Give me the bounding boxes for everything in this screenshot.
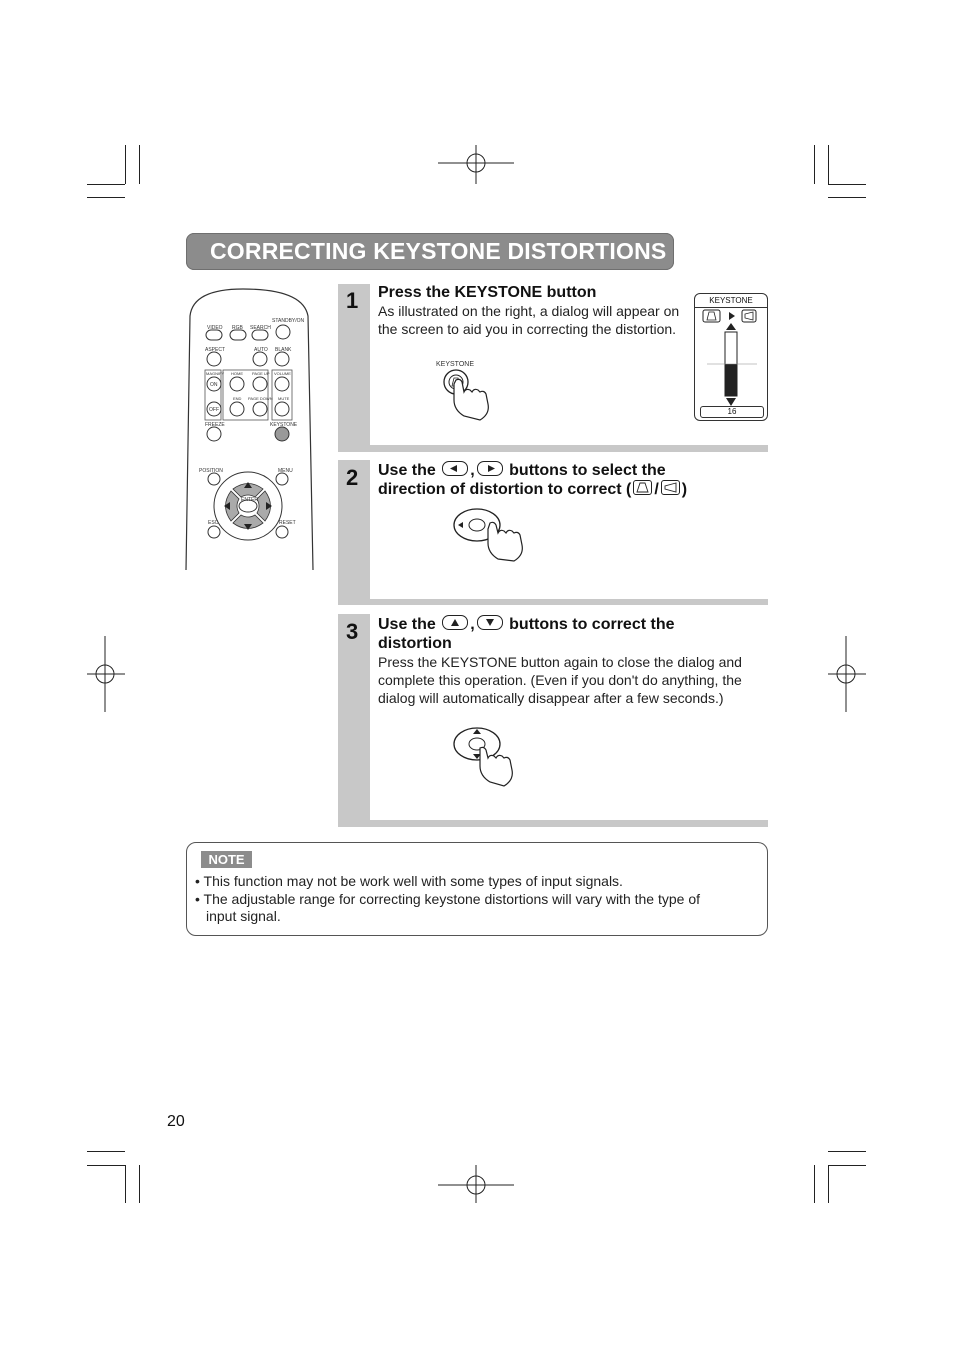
step-1-number: 1 (346, 288, 359, 313)
keystone-dialog (694, 293, 768, 421)
left-right-press-illustration (452, 505, 526, 563)
note-item-1: • This function may not be work well with some types of input signals. (195, 873, 623, 889)
note-label: NOTE (201, 851, 252, 868)
step-1-rule (338, 445, 768, 452)
keystone-dialog-value: 16 (700, 406, 764, 418)
remote-label-aspect: ASPECT (205, 347, 226, 353)
remote-label-page-down: PAGE DOWN (248, 396, 273, 401)
step-2-rule (338, 599, 768, 605)
step-3-rule (338, 820, 768, 827)
keystone-button-label: KEYSTONE (436, 361, 474, 368)
page-number: 20 (167, 1113, 185, 1130)
note-item-2: • The adjustable range for correcting keystone distortions will vary with the type of (195, 891, 701, 907)
remote-label-end: END (233, 396, 242, 401)
step-2-title-line2: direction of distortion to correct ( / ) (378, 481, 688, 498)
step-3-title-part1: Use the (378, 616, 436, 633)
step-2-title-line2-text: direction of distortion to correct ( (378, 481, 632, 498)
step-1-body: As illustrated on the right, a dialog will appear on the screen to aid you in correcting the distortion. (378, 303, 680, 337)
remote-label-off: OFF (209, 407, 219, 413)
remote-label-enter: ENTER (241, 497, 258, 503)
remote-label-on: ON (210, 382, 218, 388)
keystone-side-icon (661, 480, 680, 495)
step-2-number: 2 (346, 465, 359, 490)
right-arrow-icon (477, 461, 503, 476)
step-3-band (338, 614, 370, 827)
remote-label-blank: BLANK (275, 347, 292, 353)
remote-label-menu: MENU (278, 468, 293, 474)
remote-label-esc: ESC (208, 520, 219, 526)
page-title-bar (186, 233, 674, 270)
remote-label-home: HOME (231, 371, 243, 376)
left-arrow-icon (442, 461, 468, 476)
remote-label-rgb: RGB (232, 325, 243, 331)
up-down-press-illustration (452, 724, 518, 790)
step-3-body: Press the KEYSTONE button again to close the dialog and complete this operation. (Even if you don't do anything, the dialog will automatically disappear after a few seconds.) (378, 654, 742, 706)
remote-label-mute: MUTE (278, 396, 290, 401)
remote-label-freeze: FREEZE (205, 422, 225, 428)
remote-label-volume: VOLUME (274, 371, 291, 376)
step-3-title-line2: distortion (378, 635, 452, 652)
keystone-button-press-illustration (440, 368, 495, 424)
remote-label-keystone: KEYSTONE (270, 422, 298, 428)
remote-label-position: POSITION (199, 468, 223, 474)
page-title: CORRECTING KEYSTONE DISTORTIONS (210, 238, 667, 264)
remote-label-standby: STANDBY/ON (272, 318, 305, 324)
remote-label-search: SEARCH (250, 325, 271, 331)
remote-label-magnify: MAGNIFY (206, 371, 225, 376)
remote-label-reset: RESET (279, 520, 296, 526)
keystone-top-icon (633, 480, 652, 495)
step-2-title-part2: buttons to select the (509, 462, 666, 479)
remote-label-auto: AUTO (254, 347, 268, 353)
remote-label-page-up: PAGE UP (252, 371, 270, 376)
remote-label-video: VIDEO (207, 325, 223, 331)
keystone-dialog-graphic (695, 308, 767, 418)
step-2-title-line1: Use the , buttons to select the (378, 462, 666, 479)
step-3-title-part2: buttons to correct the (509, 616, 675, 633)
step-1-title: Press the KEYSTONE button (378, 284, 597, 301)
step-3-number: 3 (346, 619, 359, 644)
keystone-dialog-title: KEYSTONE (709, 296, 753, 305)
step-2-title-part1: Use the (378, 462, 436, 479)
step-3-title-line1: Use the , buttons to correct the (378, 616, 675, 633)
down-arrow-icon (477, 615, 503, 630)
up-arrow-icon (442, 615, 468, 630)
note-item-2-continued: input signal. (206, 908, 281, 924)
